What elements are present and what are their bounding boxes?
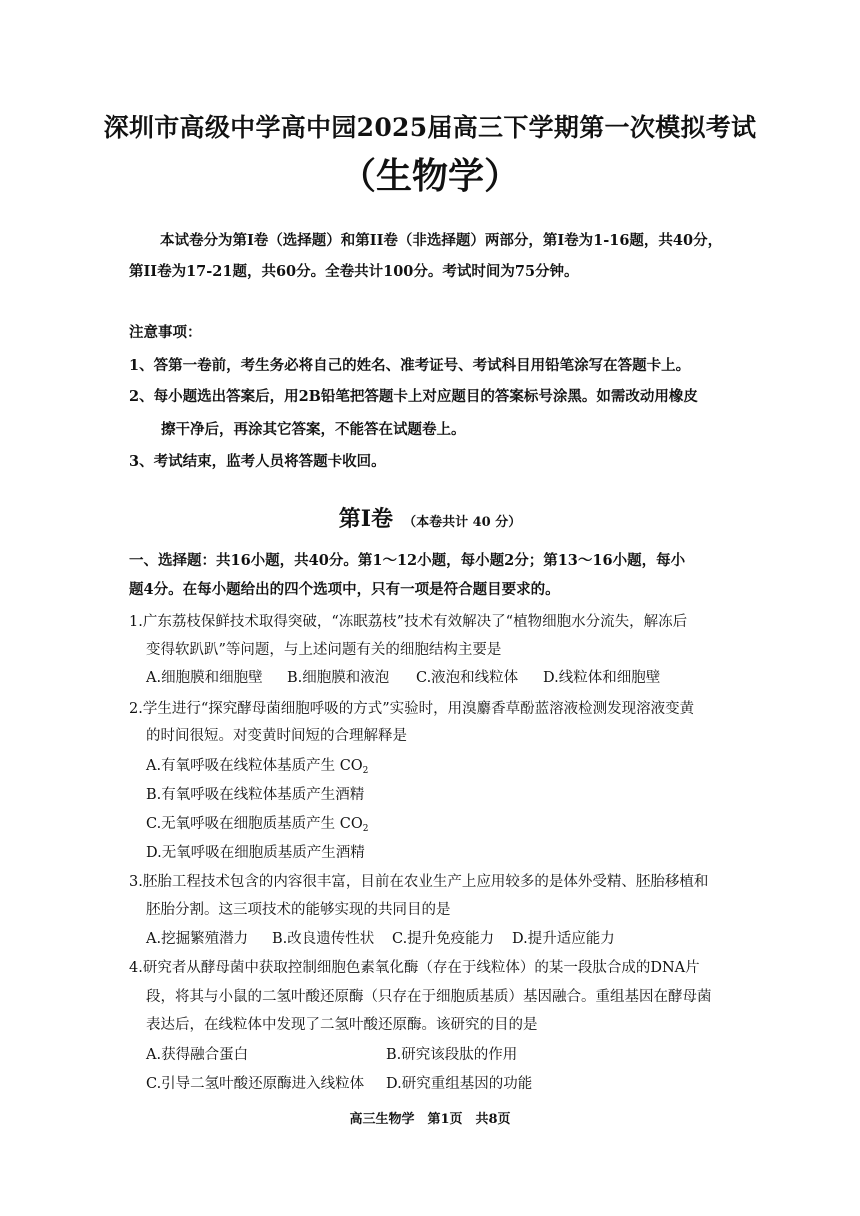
- question-4-line-1: 4.研究者从酵母菌中获取控制细胞色素氧化酶（存在于线粒体）的某一段肽合成的DNA片: [129, 960, 700, 976]
- question-2-option-c: [146, 812, 369, 833]
- question-2-option-a: [146, 754, 368, 775]
- page-footer: 高三生物学 第1页 共8页: [349, 1112, 511, 1127]
- question-3-line-2: 胚胎分割。这三项技术的能够实现的共同目的是: [146, 902, 451, 918]
- question-1-option-c: C.液泡和线粒体: [416, 670, 519, 686]
- notice-item-1: 1、答第一卷前，考生务必将自己的姓名、准考证号、考试科目用铅笔涂写在答题卡上。: [129, 357, 691, 374]
- question-4-option-b: B.研究该段肽的作用: [386, 1047, 518, 1063]
- question-4-options-row-1: [146, 1043, 517, 1064]
- question-4-option-a: A.获得融合蛋白: [146, 1047, 249, 1063]
- notice-item-3: 3、考试结束，监考人员将答题卡收回。: [129, 453, 386, 470]
- question-2-option-d: D.无氧呼吸在细胞质基质产生酒精: [146, 845, 365, 861]
- question-1-line-2: 变得软趴趴”等问题，与上述问题有关的细胞结构主要是: [146, 642, 502, 658]
- subscript-2: 2: [362, 766, 369, 776]
- question-2-option-c-text: C.无氧呼吸在细胞质基质产生 CO: [146, 816, 363, 832]
- section-subtitle: （本卷共计 40 分）: [403, 515, 522, 530]
- question-3-option-d: D.提升适应能力: [512, 931, 615, 947]
- subscript-2: 2: [362, 824, 369, 834]
- exam-subject: （生物学）: [339, 155, 520, 197]
- section-title: 第I卷: [338, 506, 394, 532]
- question-1-option-a: A.细胞膜和细胞壁: [146, 670, 263, 686]
- intro-line-2: 第II卷为17-21题，共60分。全卷共计100分。考试时间为75分钟。: [129, 263, 579, 280]
- question-3-options: [146, 927, 615, 948]
- question-3-option-a: A.挖掘繁殖潜力: [146, 931, 249, 947]
- question-4-option-c: C.引导二氢叶酸还原酶进入线粒体: [146, 1076, 365, 1092]
- question-4-line-2: 段，将其与小鼠的二氢叶酸还原酶（只存在于细胞质基质）基因融合。重组基因在酵母菌: [146, 989, 712, 1005]
- question-1-line-1: 1.广东荔枝保鲜技术取得突破，“冻眠荔枝”技术有效解决了“植物细胞水分流失，解冻后: [129, 614, 688, 630]
- notice-item-2-line-2: 擦干净后，再涂其它答案，不能答在试题卷上。: [161, 421, 466, 438]
- question-1-option-b: B.细胞膜和液泡: [287, 670, 390, 686]
- question-4-option-d: D.研究重组基因的功能: [386, 1076, 533, 1092]
- question-4-options-row-2: [146, 1072, 532, 1093]
- intro-line-1: 本试卷分为第I卷（选择题）和第II卷（非选择题）两部分，第I卷为1-16题，共40分，: [160, 232, 723, 249]
- question-2-line-1: 2.学生进行“探究酵母菌细胞呼吸的方式”实验时，用溴麝香草酚蓝溶液检测发现溶液变黄: [129, 701, 695, 717]
- question-4-line-3: 表达后，在线粒体中发现了二氢叶酸还原酶。该研究的目的是: [146, 1017, 538, 1033]
- question-1-option-d: D.线粒体和细胞壁: [543, 670, 661, 686]
- question-1-options: [146, 666, 660, 687]
- section-heading: [0, 502, 860, 533]
- question-2-option-a-text: A.有氧呼吸在线粒体基质产生 CO: [146, 758, 363, 774]
- question-3-line-1: 3.胚胎工程技术包含的内容很丰富，目前在农业生产上应用较多的是体外受精、胚胎移植和: [129, 874, 709, 890]
- notice-item-2-line-1: 2、每小题选出答案后，用2B铅笔把答题卡上对应题目的答案标号涂黑。如需改动用橡皮: [129, 388, 698, 405]
- section-instructions-line-2: 题4分。在每小题给出的四个选项中，只有一项是符合题目要求的。: [129, 581, 560, 598]
- exam-title: 深圳市高级中学高中园2025届高三下学期第一次模拟考试: [103, 113, 757, 142]
- question-2-option-b: B.有氧呼吸在线粒体基质产生酒精: [146, 787, 365, 803]
- question-3-option-b: B.改良遗传性状: [272, 931, 375, 947]
- notice-heading: 注意事项：: [129, 324, 202, 341]
- question-3-option-c: C.提升免疫能力: [392, 931, 495, 947]
- question-2-line-2: 的时间很短。对变黄时间短的合理解释是: [146, 728, 407, 744]
- section-instructions-line-1: 一、选择题：共16小题，共40分。第1～12小题，每小题2分；第13～16小题，每小: [129, 552, 686, 569]
